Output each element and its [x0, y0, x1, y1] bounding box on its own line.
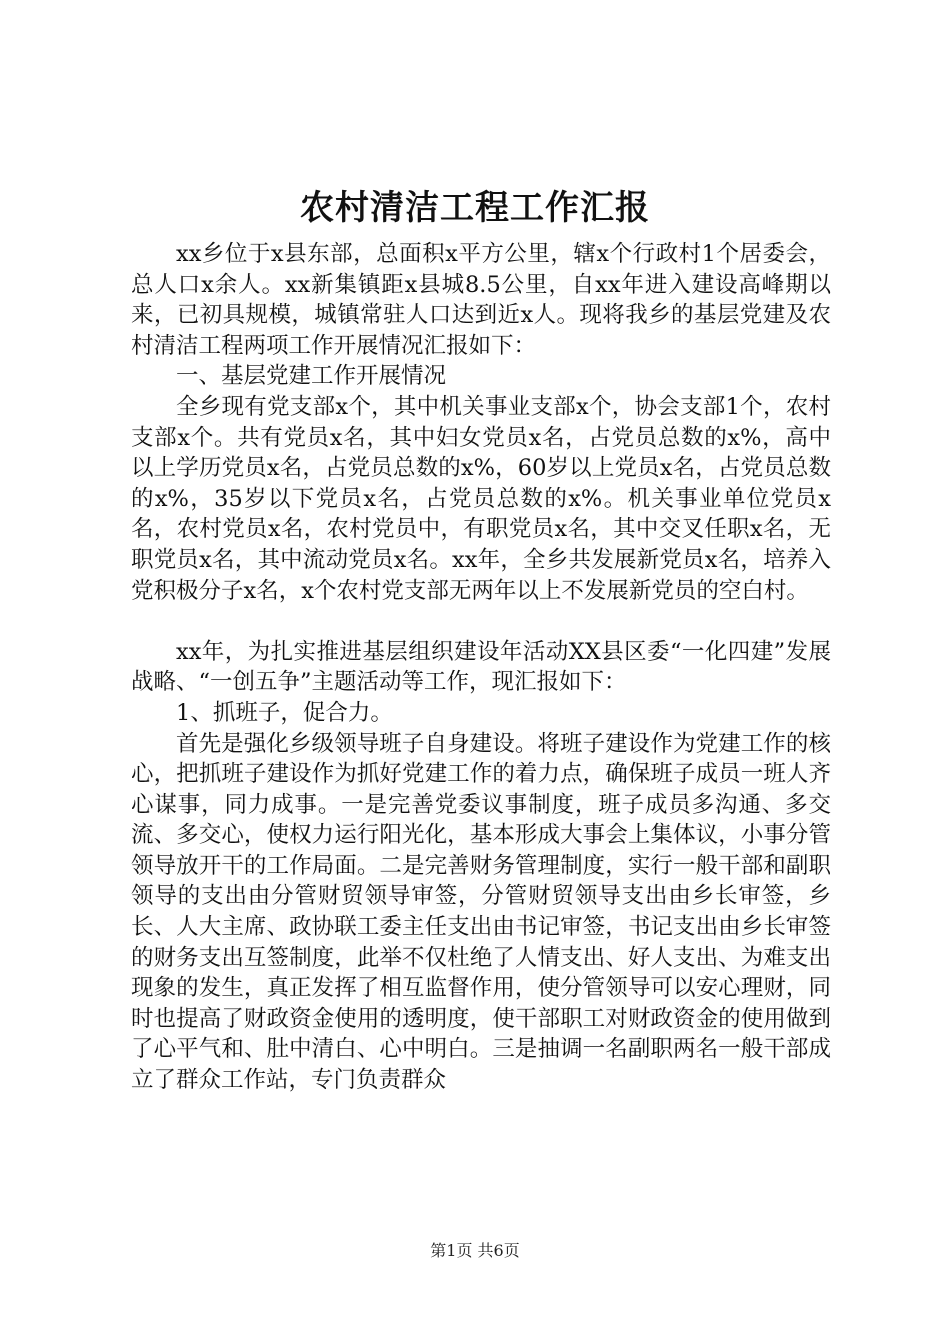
paragraph-gap — [131, 606, 831, 637]
paragraph-report-intro: xx年，为扎实推进基层组织建设年活动XX县区委“一化四建”发展战略、“一创五争”主题活动等工作，现汇报如下： — [131, 638, 831, 696]
paragraph-intro: xx乡位于x县东部，总面积x平方公里，辖x个行政村1个居委会，总人口x余人。xx新集镇距x县城8.5公里，自xx年进入建设高峰期以来，已初具规模，城镇常驻人口达到近x人。现将我乡的基层党建及农村清洁工程两项工作开展情况汇报如下： — [131, 241, 831, 359]
section-heading: 一、基层党建工作开展情况 — [176, 363, 447, 390]
document-body — [131, 239, 831, 1096]
subsection-heading: 1、抓班子，促合力。 — [176, 699, 393, 726]
paragraph-leadership: 首先是强化乡级领导班子自身建设。将班子建设作为党建工作的核心，把抓班子建设作为抓好党建工作的着力点，确保班子成员一班人齐心谋事，同力成事。一是完善党委议事制度，班子成员多沟通、多交流、多交心，使权力运行阳光化，基本形成大事会上集体议，小事分管领导放开干的工作局面。二是完善财务管理制度，实行一般干部和副职领导的支出由分管财贸领导审签，分管财贸领导支出由乡长审签，乡长、人大主席、政协联工委主任支出由书记审签，书记支出由乡长审签的财务支出互签制度，此举不仅杜绝了人情支出、好人支出、为难支出现象的发生，真正发挥了相互监督作用，使分管领导可以安心理财，同时也提高了财政资金使用的透明度，使干部职工对财政资金的使用做到了心平气和、肚中清白、心中明白。三是抽调一名副职两名一般干部成立了群众工作站，专门负责群众 — [131, 730, 831, 1094]
document-title: 农村清洁工程工作汇报 — [300, 188, 650, 228]
page-footer: 第1页 共6页 — [430, 1241, 520, 1260]
paragraph-party-stats: 全乡现有党支部x个，其中机关事业支部x个，协会支部1个，农村支部x个。共有党员x名，其中妇女党员x名，占党员总数的x%，高中以上学历党员x名，占党员总数的x%，60岁以上党员x名，占党员总数的x%，35岁以下党员x名，占党员总数的x%。机关事业单位党员x名，农村党员x名，农村党员中，有职党员x名，其中交叉任职x名，无职党员x名，其中流动党员x名。xx年，全乡共发展新党员x名，培养入党积极分子x名，x个农村党支部无两年以上不发展新党员的空白村。 — [131, 393, 831, 604]
